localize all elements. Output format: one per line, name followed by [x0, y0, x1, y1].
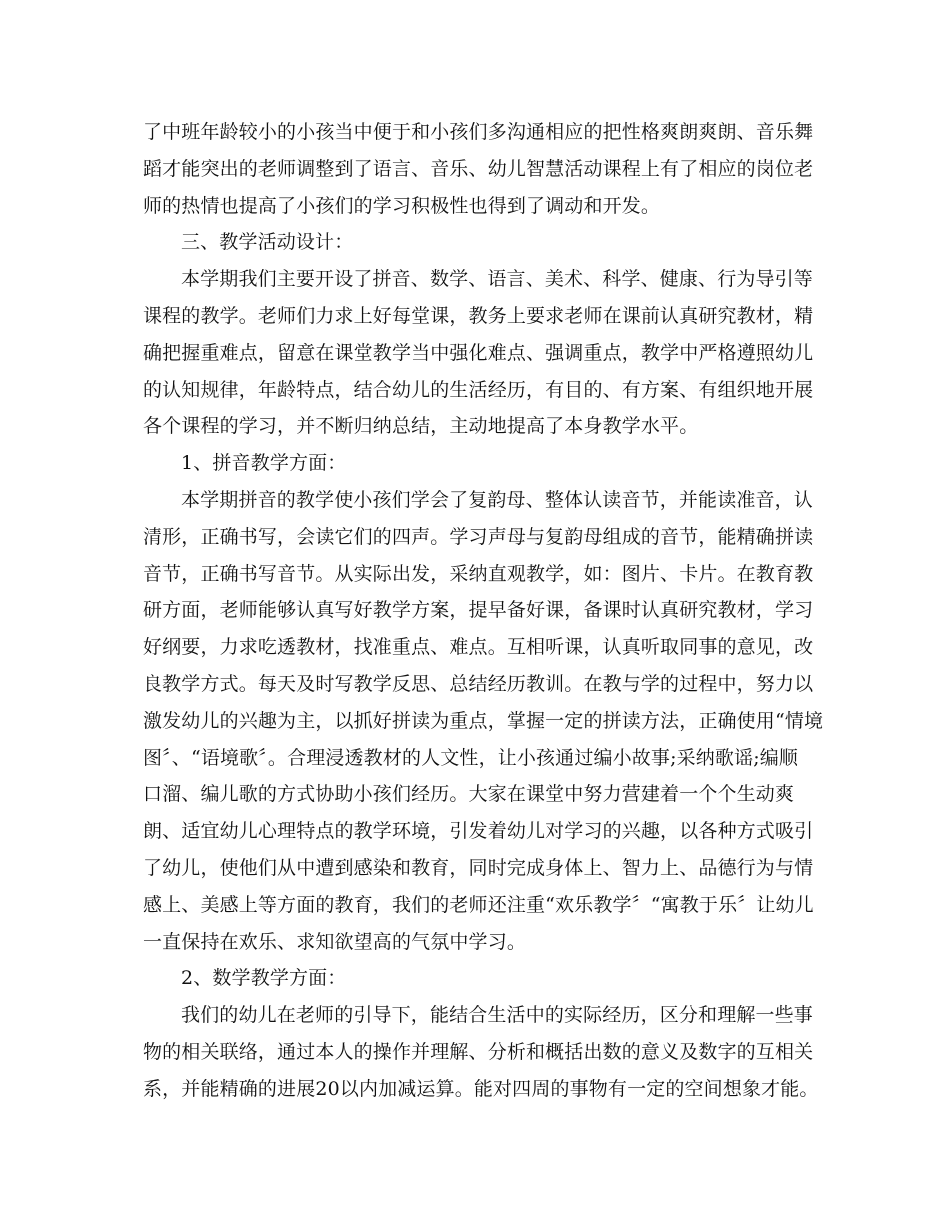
text-line: 了中班年龄较小的小孩当中便于和小孩们多沟通相应的把性格爽朗爽朗、音乐舞	[143, 121, 814, 143]
text-line: 的认知规律，年龄特点，结合幼儿的生活经历，有目的、有方案、有组织地开展	[143, 378, 814, 401]
paragraph-start: 本学期拼音的教学使小孩们学会了复韵母、整体认读音节，并能读准音，认	[181, 488, 813, 511]
text-line: 物的相关联络，通过本人的操作并理解、分析和概括出数的意义及数字的互相关	[143, 1040, 814, 1063]
text-line: 感上、美感上等方面的教育，我们的老师还注重“欢乐教学〞“寓教于乐〞让幼儿	[143, 893, 814, 916]
subheading-math: 2、数学教学方面：	[181, 967, 347, 990]
section-heading-teaching-design: 三、教学活动设计：	[181, 231, 354, 254]
text-line: 好纲要，力求吃透教材，找准重点、难点。互相听课，认真听取同事的意见，改	[143, 636, 814, 659]
text-line: 各个课程的学习，并不断归纳总结，主动地提高了本身教学水平。	[143, 415, 699, 438]
text-line: 清形，正确书写，会读它们的四声。学习声母与复韵母组成的音节，能精确拼读	[143, 525, 814, 548]
document-body	[143, 114, 824, 1108]
paragraph-start: 本学期我们主要开设了拼音、数学、语言、美术、科学、健康、行为导引等	[181, 268, 813, 291]
text-line: 良教学方式。每天及时写教学反思、总结经历教训。在教与学的过程中，努力以	[143, 672, 814, 695]
text-line: 激发幼儿的兴趣为主，以抓好拼读为重点，掌握一定的拼读方法，正确使用“情境	[143, 709, 824, 732]
subheading-pinyin: 1、拼音教学方面：	[181, 452, 347, 475]
paragraph-start: 我们的幼儿在老师的引导下，能结合生活中的实际经历，区分和理解一些事	[181, 1004, 813, 1027]
text-line: 朗、适宜幼儿心理特点的教学环境，引发着幼儿对学习的兴趣，以各种方式吸引	[143, 820, 814, 843]
text-line: 一直保持在欢乐、求知欲望高的气氛中学习。	[143, 930, 527, 953]
text-line: 系，并能精确的进展20以内加减运算。能对四周的事物有一定的空间想象才能。	[143, 1077, 819, 1100]
text-line: 师的热情也提高了小孩们的学习积极性也得到了调动和开发。	[143, 194, 661, 217]
text-line: 图〞、“语境歌〞。合理浸透教材的人文性，让小孩通过编小故事;采纳歌谣;编顺	[143, 746, 799, 769]
text-line: 研方面，老师能够认真写好教学方案，提早备好课，备课时认真研究教材，学习	[143, 599, 814, 622]
text-line: 口溜、编儿歌的方式协助小孩们经历。大家在课堂中努力营建着一个个生动爽	[143, 783, 795, 806]
text-line: 音节，正确书写音节。从实际出发，采纳直观教学，如：图片、卡片。在教育教	[143, 562, 814, 585]
text-line: 蹈才能突出的老师调整到了语言、音乐、幼儿智慧活动课程上有了相应的岗位老	[143, 157, 814, 180]
text-line: 了幼儿，使他们从中遭到感染和教育，同时完成身体上、智力上、品德行为与情	[143, 856, 814, 879]
text-line: 确把握重难点，留意在课堂教学当中强化难点、强调重点，教学中严格遵照幼儿	[143, 341, 814, 364]
text-line: 课程的教学。老师们力求上好每堂课，教务上要求老师在课前认真研究教材，精	[143, 304, 814, 327]
